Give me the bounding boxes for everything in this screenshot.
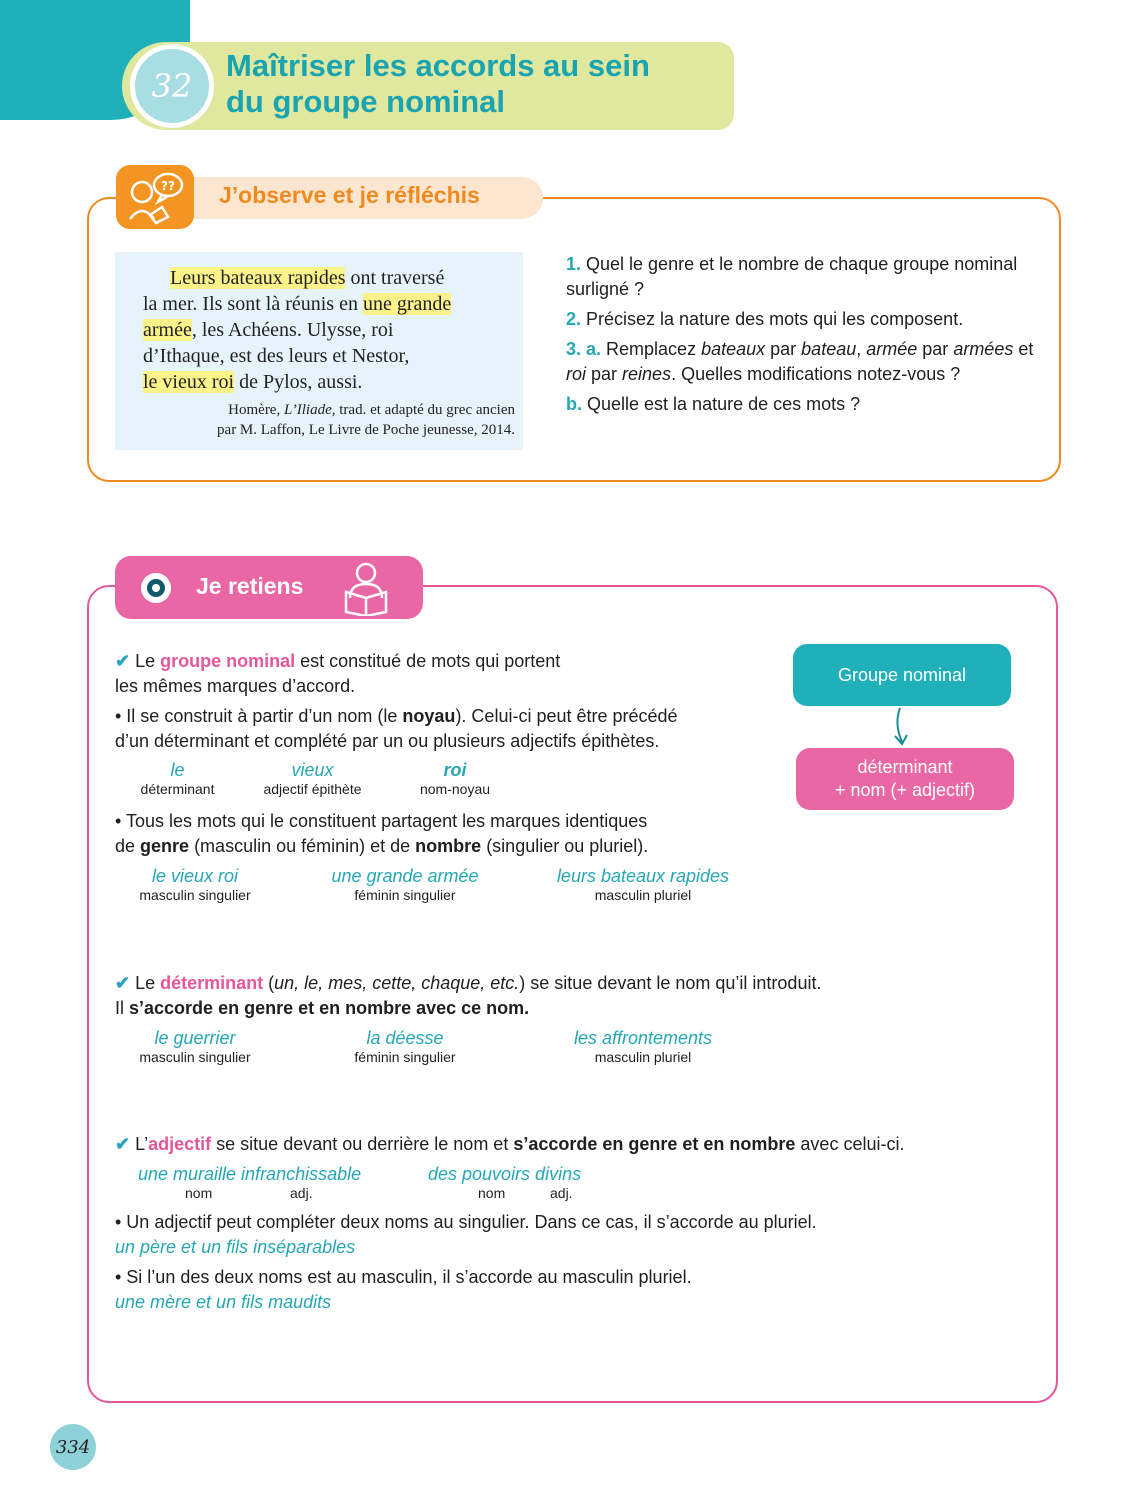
question-number: 2. xyxy=(566,309,582,329)
highlight-1: Leurs bateaux rapides xyxy=(170,267,346,289)
example-word: leurs bateaux rapides xyxy=(556,866,730,886)
question-text: Précisez la nature des mots qui les composent. xyxy=(581,309,964,329)
example-label: masculin singulier xyxy=(139,1049,251,1065)
chapter-number-badge xyxy=(130,44,214,128)
source-author: Homère, xyxy=(228,402,284,418)
question-3a xyxy=(566,337,1046,387)
diagram-arrow-icon xyxy=(886,706,916,750)
rule-keyword: nombre xyxy=(415,836,482,856)
question-text: roi xyxy=(566,364,587,384)
rule-text: d’un déterminant et complété par un ou plusieurs adjectifs épithètes. xyxy=(115,731,660,751)
rule-text: se situe devant ou derrière le nom et xyxy=(211,1134,514,1154)
example-word: le xyxy=(170,760,185,780)
question-text: reines xyxy=(622,364,672,384)
question-3b xyxy=(566,392,1046,417)
example-1 xyxy=(120,760,235,797)
question-1 xyxy=(566,252,1046,302)
rule-text: ). Celui-ci peut être précédé xyxy=(455,706,678,726)
question-text: Remplacez xyxy=(601,339,702,359)
example-word: les affrontements xyxy=(573,1028,713,1048)
target-icon xyxy=(141,573,171,603)
question-text: Quelle est la nature de ces mots ? xyxy=(582,394,861,414)
example-4 xyxy=(125,866,265,903)
quote-line-4: d’Ithaque, est des leurs et Nestor, xyxy=(143,345,410,367)
rule-3 xyxy=(115,1132,1015,1157)
page-number: 334 xyxy=(55,1436,91,1458)
question-text: par xyxy=(586,364,623,384)
highlight-3: le vieux roi xyxy=(143,371,235,393)
questions-list xyxy=(566,252,1046,422)
diagram-line-2: + nom (+ adjectif) xyxy=(834,780,976,800)
question-text: bateaux xyxy=(701,339,766,359)
rule-text: un, le, mes, cette, chaque, etc. xyxy=(274,973,520,993)
source-work: L’Iliade xyxy=(283,402,332,418)
rule-text: • Tous les mots qui le constituent partagent les marques identiques xyxy=(115,811,648,831)
example-label: déterminant xyxy=(140,781,215,797)
question-text: et xyxy=(1013,339,1034,359)
diagram-line-1: déterminant xyxy=(857,757,953,777)
page-number-badge xyxy=(50,1424,96,1470)
source-line-2: par M. Laffon, Le Livre de Poche jeunesse, 2014. xyxy=(217,422,515,438)
quote-source xyxy=(150,400,515,440)
example-label-nom: nom xyxy=(185,1185,213,1201)
rule-3-detail-2 xyxy=(115,1265,1015,1315)
example-label-nom: nom xyxy=(478,1185,506,1201)
example-6 xyxy=(548,866,738,903)
question-2 xyxy=(566,307,1046,332)
example-label: féminin singulier xyxy=(354,1049,456,1065)
question-text: par xyxy=(917,339,954,359)
rule-text: L’ xyxy=(130,1134,149,1154)
rule-1 xyxy=(115,649,775,699)
rule-text: (singulier ou pluriel). xyxy=(481,836,649,856)
rule-text: • Un adjectif peut compléter deux noms au singulier. Dans ce cas, il s’accorde au pluriel. xyxy=(115,1212,817,1232)
example-label: féminin singulier xyxy=(354,887,456,903)
title-line-1: Maîtriser les accords au sein xyxy=(226,48,650,83)
rule-keyword: s’accorde en genre et en nombre xyxy=(513,1134,796,1154)
rule-text: ) se situe devant le nom qu’il introduit. xyxy=(519,973,822,993)
question-number: 3. a. xyxy=(566,339,602,359)
rule-text: (masculin ou féminin) et de xyxy=(189,836,416,856)
question-text: . Quelles modifications notez-vous ? xyxy=(671,364,961,384)
example-sentence: un père et un fils inséparables xyxy=(115,1237,356,1257)
check-icon: ✔ xyxy=(115,973,131,993)
rule-keyword: s’accorde en genre et en nombre avec ce nom. xyxy=(129,998,530,1018)
rule-1-detail xyxy=(115,704,795,754)
title-line-2: du groupe nominal xyxy=(226,84,505,119)
rule-1-detail-2 xyxy=(115,809,795,859)
example-word: roi xyxy=(443,760,467,780)
rule-text: • Il se construit à partir d’un nom (le xyxy=(115,706,403,726)
rule-2 xyxy=(115,971,915,1021)
quote-line-3: , les Achéens. Ulysse, roi xyxy=(191,319,394,341)
example-label-adj: adj. xyxy=(550,1185,573,1201)
example-label: masculin pluriel xyxy=(594,1049,692,1065)
rule-text: • Si l’un des deux noms est au masculin, il s’accorde au masculin pluriel. xyxy=(115,1267,692,1287)
rule-text: avec celui-ci. xyxy=(795,1134,905,1154)
question-text: bateau xyxy=(801,339,857,359)
question-text: , xyxy=(856,339,867,359)
rule-3-detail-1 xyxy=(115,1210,1015,1260)
chapter-number: 32 xyxy=(151,67,193,105)
example-7 xyxy=(125,1028,265,1065)
example-adjective-1: une muraille infranchissable xyxy=(138,1164,362,1184)
discussion-icon xyxy=(116,165,194,229)
example-word: la déesse xyxy=(366,1028,444,1048)
rule-text: Le xyxy=(130,973,161,993)
example-9 xyxy=(563,1028,723,1065)
question-text: armée xyxy=(866,339,918,359)
example-label: masculin singulier xyxy=(139,887,251,903)
question-text: Quel le genre et le nombre de chaque groupe nominal surligné ? xyxy=(566,254,1018,299)
rule-text: de xyxy=(115,836,141,856)
check-icon: ✔ xyxy=(115,1134,131,1154)
reader-icon xyxy=(340,560,392,616)
highlight-2b: armée xyxy=(143,319,192,341)
quote-text xyxy=(143,265,513,395)
source-line-1: , trad. et adapté du grec ancien xyxy=(331,402,515,418)
example-3 xyxy=(400,760,510,797)
highlight-2a: une grande xyxy=(362,293,452,315)
quote-line-2: la mer. Ils sont là réunis en xyxy=(143,293,363,315)
rule-keyword: noyau xyxy=(402,706,456,726)
quote-line-1: ont traversé xyxy=(345,267,445,289)
rule-text: les mêmes marques d’accord. xyxy=(115,676,356,696)
page-title xyxy=(226,48,726,120)
keyword: adjectif xyxy=(148,1134,212,1154)
example-word: le vieux roi xyxy=(151,866,239,886)
example-sentence: une mère et un fils maudits xyxy=(115,1292,332,1312)
example-label: masculin pluriel xyxy=(594,887,692,903)
quote-line-5: de Pylos, aussi. xyxy=(234,371,363,393)
diagram-bottom-box xyxy=(796,748,1014,810)
observe-label: J’observe et je réfléchis xyxy=(219,182,480,208)
example-label: nom-noyau xyxy=(419,781,491,797)
example-label-adj: adj. xyxy=(290,1185,313,1201)
question-text: par xyxy=(765,339,802,359)
check-icon: ✔ xyxy=(115,651,131,671)
retiens-label: Je retiens xyxy=(196,573,304,599)
svg-text:??: ?? xyxy=(161,179,175,193)
example-word: vieux xyxy=(291,760,334,780)
rule-text: ( xyxy=(263,973,275,993)
rule-text: Le xyxy=(130,651,161,671)
diagram-top-box: Groupe nominal xyxy=(793,644,1011,706)
example-adjective-2: des pouvoirs divins xyxy=(428,1164,582,1184)
rule-text: est constitué de mots qui portent xyxy=(295,651,561,671)
example-8 xyxy=(335,1028,475,1065)
example-word: le guerrier xyxy=(154,1028,236,1048)
rule-keyword: genre xyxy=(140,836,190,856)
question-number: 1. xyxy=(566,254,582,274)
example-2 xyxy=(250,760,375,797)
example-5 xyxy=(320,866,490,903)
example-word: une grande armée xyxy=(331,866,479,886)
keyword: déterminant xyxy=(160,973,264,993)
rule-text: Il xyxy=(115,998,130,1018)
keyword: groupe nominal xyxy=(160,651,296,671)
question-text: armées xyxy=(953,339,1014,359)
question-number: b. xyxy=(566,394,582,414)
example-label: adjectif épithète xyxy=(263,781,362,797)
